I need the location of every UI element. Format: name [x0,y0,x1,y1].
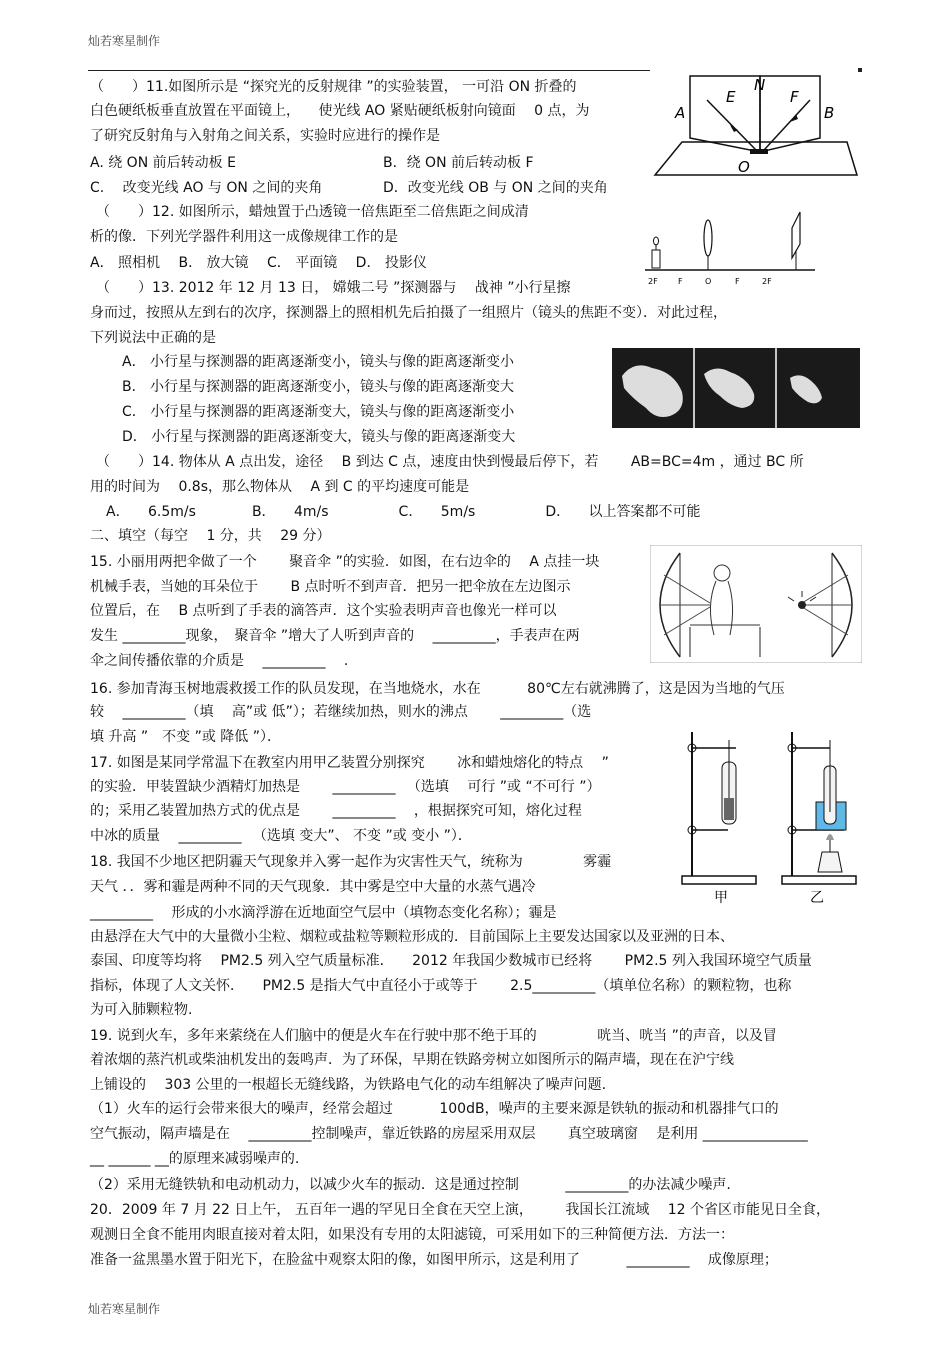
text-line: 天气 ．．雾和霾是两种不同的天气现象．其中雾是空中大量的水蒸气遇冷 [90,879,536,895]
text-line: 的；采用乙装置加热方式的优点是 _________ ，根据探究可知，熔化过程 [90,803,582,819]
text-line: （ ）14. 物体从 A 点出发，途径 B 到达 C 点，速度由快到慢最后停下，若 AB=BC=4m ，通过 BC 所 [96,454,804,470]
tick-f-right: F [735,277,740,286]
text-line: 填 升高 ” 不变 ”或 降低 ”）． [90,729,282,745]
text-line: 析的像．下列光学器件利用这一成像规律工作的是 [90,229,398,245]
text-line: 用的时间为 0.8s，那么物体从 A 到 C 的平均速度可能是 [90,479,470,495]
label-jia: 甲 [714,890,728,906]
text-line: D． 小行星与探测器的距离逐渐变大，镜头与像的距离逐渐变大 [122,429,516,445]
text-line: 下列说法中正确的是 [90,330,216,346]
page-header: 灿若寒星制作 [88,34,161,48]
page-footer: 灿若寒星制作 [88,1302,161,1316]
asteroid-photos-figure [612,348,860,428]
label-f: F [790,88,799,106]
lens-imaging-figure [640,208,820,288]
text-line: A. 绕 ON 前后转动板 E [90,155,236,171]
text-line: C. 改变光线 AO 与 ON 之间的夹角 [90,180,323,196]
text-line: D．改变光线 OB 与 ON 之间的夹角 [383,180,608,196]
label-e: E [726,88,736,106]
text-line: 准备一盆黑墨水置于阳光下，在脸盆中观察太阳的像，如图甲所示，这是利用了 _________ 成像原理； [90,1252,778,1268]
label-n: N [754,76,766,94]
text-line: 20．2009 年 7 月 22 日上午， 五百年一遇的罕见日全食在天空上演， 我国长江流域 12 个省区市能见日全食， [90,1202,831,1218]
text-line: 18. 我国不少地区把阴霾天气现象并入雾一起作为灾害性天气，统称为 雾霾 [90,854,612,870]
text-line: 的实验．甲装置缺少酒精灯加热是 _________ （选填 可行 ”或 “不可行 ”） [90,779,601,795]
text-line: （1）火车的运行会带来很大的噪声，经常会超过 100dB，噪声的主要来源是铁轨的振动和机器排气口的 [90,1101,779,1117]
label-a: A [675,104,686,122]
text-line: 19. 说到火车，多年来萦绕在人们脑中的便是火车在行驶中那不绝于耳的 咣当、咣当 ”的声音，以及冒 [90,1028,777,1044]
text-line: 伞之间传播依靠的介质是 _________ . [90,653,349,669]
text-line: B． 小行星与探测器的距离逐渐变小，镜头与像的距离逐渐变大 [122,379,515,395]
tick-f-left: F [678,277,683,286]
reflection-apparatus-figure [652,70,862,180]
umbrella-figure [650,545,862,663]
label-o: O [738,158,750,176]
text-line: 由悬浮在大气中的大量微小尘粒、烟粒或盐粒等颗粒形成的．目前国际上主要发达国家以及亚洲的日本、 [90,929,734,945]
text-line: 观测日全食不能用肉眼直接对着太阳，如果没有专用的太阳滤镜，可采用如下的三种简便方法．方法一： [90,1227,734,1243]
text-line: 较 _________（填 高”或 低”）；若继续加热，则水的沸点 _________（选 [90,704,592,720]
text-line: C． 小行星与探测器的距离逐渐变大，镜头与像的距离逐渐变小 [122,404,515,420]
text-line: 中冰的质量 _________ （选填 变大”、 不变 ”或 变小 ”）． [90,828,472,844]
text-line: 指标，体现了人文关怀． PM2.5 是指大气中直径小于或等于 2.5_________（填单位名称）的颗粒物，也称 [90,978,792,994]
text-line: 泰国、印度等均将 PM2.5 列入空气质量标准． 2012 年我国少数城市已经将 PM2.5 列入我国环境空气质量 [90,953,812,969]
text-line: （ ）11.如图所示是 “探究光的反射规律 ”的实验装置， 一可沿 ON 折叠的 [90,79,577,95]
tick-2f-left: 2F [648,277,658,286]
text-line: 位置后，在 B 点听到了手表的滴答声．这个实验表明声音也像光一样可以 [90,603,557,619]
melting-apparatus-figure [678,722,864,907]
text-line: 着浓烟的蒸汽机或柴油机发出的轰鸣声．为了环保，早期在铁路旁树立如图所示的隔声墙，现在在沪宁线 [90,1052,734,1068]
text-line: 16. 参加青海玉树地震救援工作的队员发现，在当地烧水，水在 80℃左右就沸腾了，这是因为当地的气压 [90,681,785,697]
text-line: 为可入肺颗粒物. [90,1002,193,1018]
text-line: 了研究反射角与入射角之间关系，实验时应进行的操作是 [90,128,440,144]
text-line: A． 6.5m/s B． 4m/s C． 5m/s D． 以上答案都不可能 [106,504,701,520]
text-line: 15. 小丽用两把伞做了一个 聚音伞 ”的实验．如图，在右边伞的 A 点挂一块 [90,554,600,570]
text-line: （2）采用无缝铁轨和电动机动力，以减少火车的振动．这是通过控制 _________的办法减少噪声. [90,1177,731,1193]
tick-o: O [705,277,712,286]
text-line: 17. 如图是某同学常温下在教室内用甲乙装置分别探究 冰和蜡烛熔化的特点 ” [90,755,609,771]
text-line: 机械手表，当她的耳朵位于 B 点时听不到声音．把另一把伞放在左边图示 [90,579,571,595]
text-line: 上铺设的 303 公里的一根超长无缝线路，为铁路电气化的动车组解决了噪声问题. [90,1077,607,1093]
tick-2f-right: 2F [762,277,772,286]
text-line: B．绕 ON 前后转动板 F [383,155,534,171]
text-line: A． 照相机 B． 放大镜 C． 平面镜 D． 投影仪 [90,255,427,271]
text-line: 白色硬纸板垂直放置在平面镜上， 使光线 AO 紧贴硬纸板射向镜面 0 点，为 [90,103,590,119]
text-line: A． 小行星与探测器的距离逐渐变小，镜头与像的距离逐渐变小 [122,354,515,370]
text-line: 二、填空（每空 1 分，共 29 分） [90,528,331,544]
text-line: _________ 形成的小水滴浮游在近地面空气层中（填物态变化名称）；霾是 [90,905,557,921]
label-yi: 乙 [810,890,824,906]
text-line: （ ）13. 2012 年 12 月 13 日， 嫦娥二号 ”探测器与 战神 ”小行星擦 [96,280,571,296]
text-line: __ ______ __的原理来减弱噪声的. [90,1151,300,1167]
top-rule [88,70,650,71]
label-b: B [824,104,835,122]
text-line: 发生 _________现象， 聚音伞 ”增大了人听到声音的 _________，手表声在两 [90,628,580,644]
text-line: 身而过，按照从左到右的次序，探测器上的照相机先后拍摄了一组照片（镜头的焦距不变）．对此过程， [90,305,727,321]
text-line: （ ）12. 如图所示，蜡烛置于凸透镜一倍焦距至二倍焦距之间成清 [96,204,529,220]
text-line: 空气振动，隔声墙是在 _________控制噪声，靠近铁路的房屋采用双层 真空玻璃窗 是利用 _______________ [90,1126,808,1142]
